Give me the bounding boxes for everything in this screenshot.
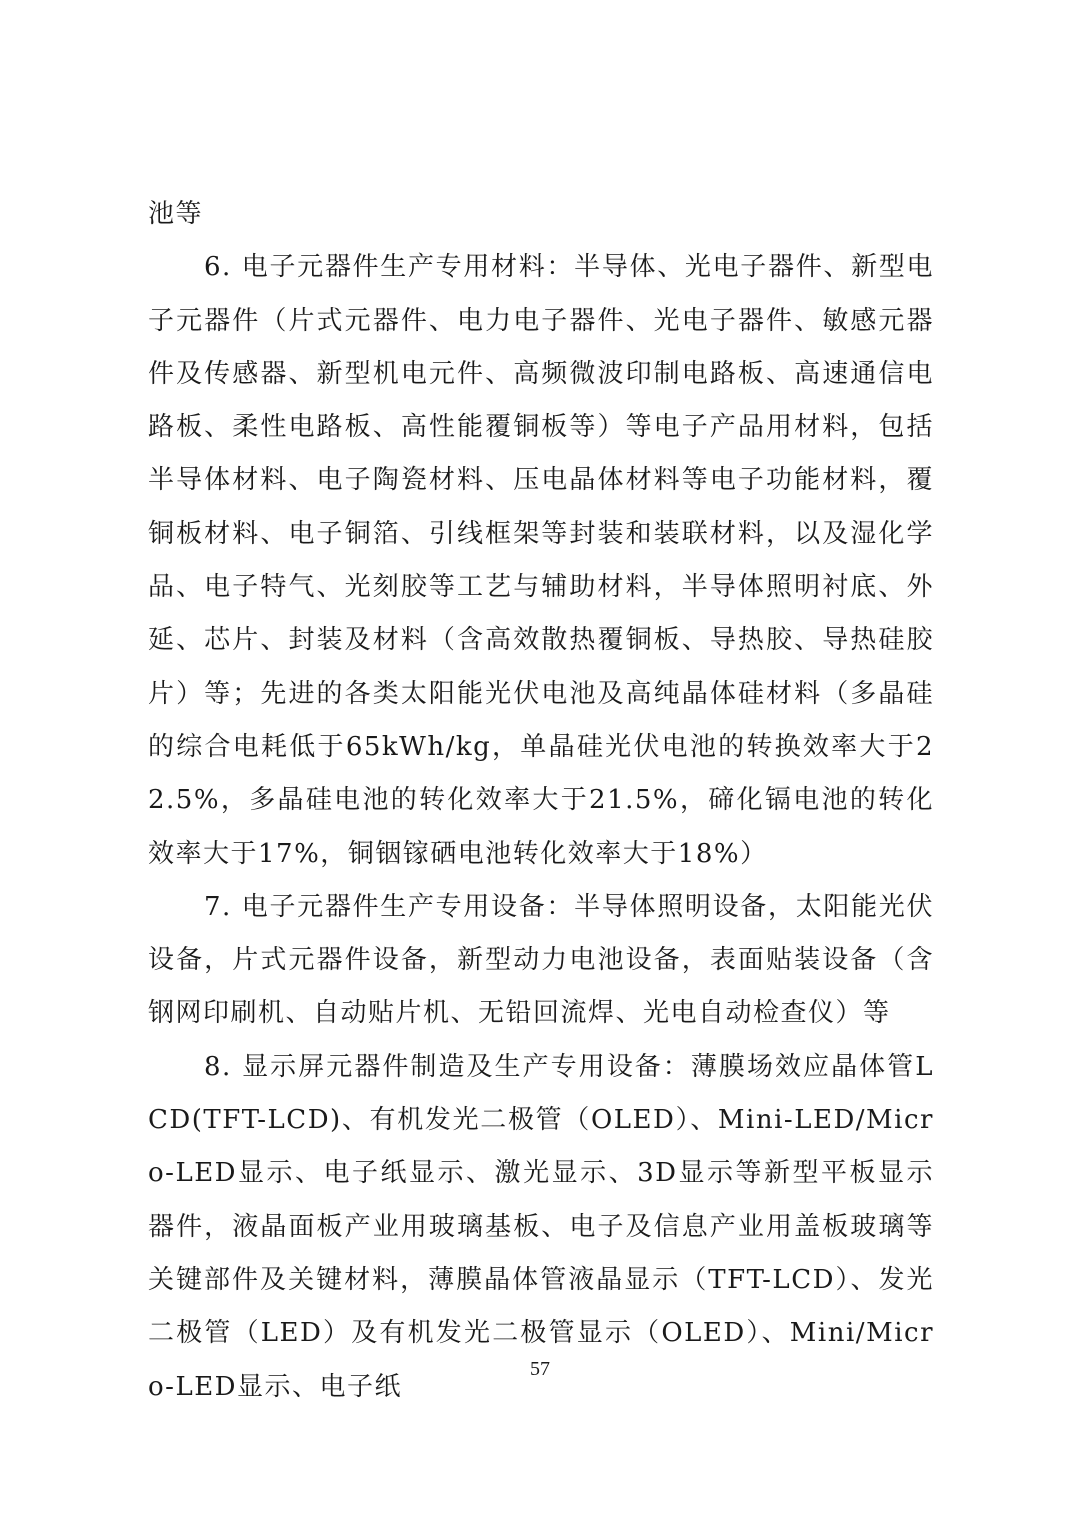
document-body: [148, 188, 934, 1414]
paragraph-item-8: 8. 显示屏元器件制造及生产专用设备：薄膜场效应晶体管LCD(TFT-LCD)、有机发光二极管（OLED）、Mini-LED/Micro-LED显示、电子纸显示、激光显示、3D显示等新型平板显示器件，液晶面板产业用玻璃基板、电子及信息产业用盖板玻璃等关键部件及关键材料，薄膜晶体管液晶显示（TFT-LCD）、发光二极管（LED）及有机发光二极管显示（OLED）、Mini/Micro-LED显示、电子纸: [148, 1051, 934, 1402]
paragraph-continued: 池等: [148, 199, 204, 229]
page-number: 57: [530, 1358, 550, 1380]
paragraph-item-6: 6. 电子元器件生产专用材料：半导体、光电子器件、新型电子元器件（片式元器件、电力电子器件、光电子器件、敏感元器件及传感器、新型机电元件、高频微波印制电路板、高速通信电路板、柔性电路板、高性能覆铜板等）等电子产品用材料，包括半导体材料、电子陶瓷材料、压电晶体材料等电子功能材料，覆铜板材料、电子铜箔、引线框架等封装和装联材料，以及湿化学品、电子特气、光刻胶等工艺与辅助材料，半导体照明衬底、外延、芯片、封装及材料（含高效散热覆铜板、导热胶、导热硅胶片）等；先进的各类太阳能光伏电池及高纯晶体硅材料（多晶硅的综合电耗低于65kWh/kg，单晶硅光伏电池的转换效率大于22.5%，多晶硅电池的转化效率大于21.5%，碲化镉电池的转化效率大于17%，铜铟镓硒电池转化效率大于18%）: [148, 252, 934, 869]
paragraph-item-7: 7. 电子元器件生产专用设备：半导体照明设备，太阳能光伏设备，片式元器件设备，新型动力电池设备，表面贴装设备（含钢网印刷机、自动贴片机、无铅回流焊、光电自动检查仪）等: [148, 891, 934, 1029]
